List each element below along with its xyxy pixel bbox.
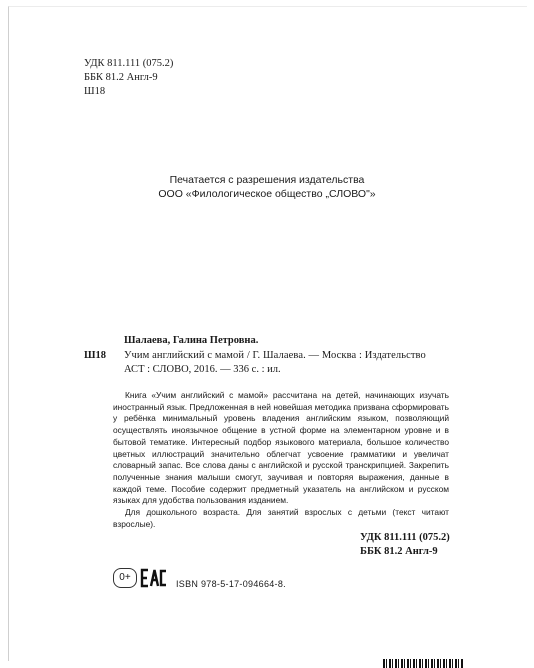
age-rating-icon: 0+	[113, 568, 137, 588]
barcode-fragment	[383, 659, 463, 668]
permission-line-2: ООО «Филологическое общество „СЛОВО"»	[158, 188, 376, 200]
permission-line-1: Печатается с разрешения издательства	[169, 174, 365, 186]
biblio-title-line: Учим английский с мамой / Г. Шалаева. — Москва : Издательство	[124, 349, 426, 361]
footer-classification-codes	[360, 531, 450, 558]
permission-notice	[0, 173, 534, 201]
udk-code: УДК 811.111 (075.2)	[84, 58, 174, 69]
footer-bbk-code: ББК 81.2 Англ-9	[360, 545, 438, 557]
author-mark: Ш18	[84, 86, 106, 97]
bibliographic-record	[84, 334, 454, 378]
bbk-code: ББК 81.2 Англ-9	[84, 72, 158, 83]
biblio-author-mark: Ш18	[84, 349, 107, 361]
isbn: ISBN 978-5-17-094664-8.	[176, 579, 286, 589]
annotation	[113, 390, 449, 530]
annotation-paragraph-2: Для дошкольного возраста. Для занятий взрослых с детьми (текст читают взрослые).	[113, 507, 449, 529]
footer-udk-code: УДК 811.111 (075.2)	[360, 532, 450, 543]
header-classification-codes	[84, 57, 173, 99]
biblio-author: Шалаева, Галина Петровна.	[124, 335, 259, 346]
eac-conformity-icon	[140, 567, 168, 589]
annotation-paragraph-1: Книга «Учим английский с мамой» рассчитана на детей, начинающих изучать иностранный язык. Предложенная в ней новейшая методика призвана сформировать у ребёнка минимальный уровень владения английским языком, позволяющий осуществлять иноязычное общение в устной форме на элементарном уровне и в бытовой тематике. Интересный подбор языкового материала, большое количество цветных иллюстраций значительно облегчат усвоение грамматики и увеличат словарный запас. Все слова даны с английской и русской транскрипцией. Закрепить полученные знания малыши смогут, заучивая и повторяя выражения, данные в каждой теме. Пособие содержит предметный указатель на английском и русском языках для удобства пользования изданием.	[113, 390, 449, 506]
biblio-publisher-line: АСТ : СЛОВО, 2016. — 336 с. : ил.	[124, 364, 281, 375]
